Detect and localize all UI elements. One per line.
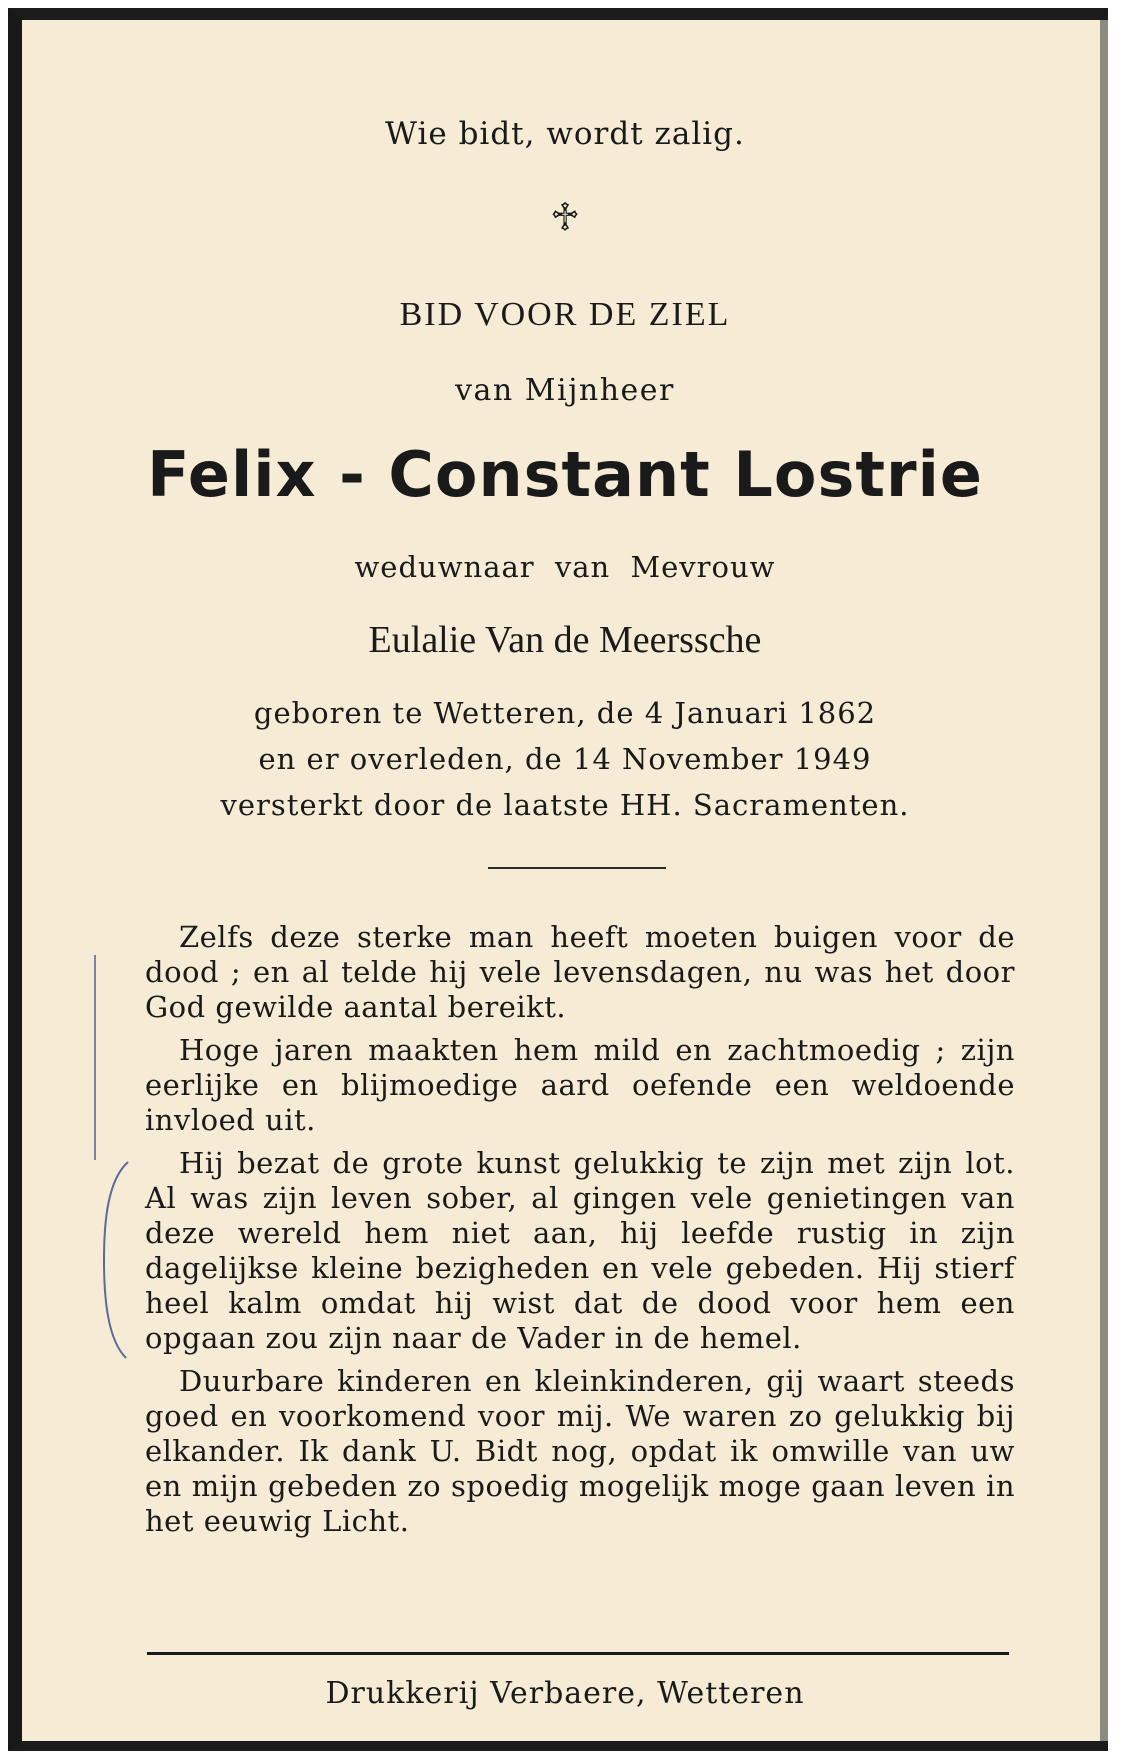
sacraments-line: versterkt door de laatste HH. Sacramenten.: [220, 788, 910, 822]
cross-icon: ♱: [549, 195, 581, 241]
memorial-card: [8, 8, 1108, 1751]
spouse-name: Eulalie Van de Meerssche: [368, 619, 762, 661]
widower-of: weduwnaar van Mevrouw: [354, 550, 776, 584]
death-line: en er overleden, de 14 November 1949: [258, 742, 872, 776]
birth-line: geboren te Wetteren, de 4 Januari 1862: [253, 696, 877, 730]
paragraph-4: Duurbare kinderen en kleinkinderen, gij waart steeds goed en voorkomend voor mij. We waren zo gelukkig bij elkander. Ik dank U. Bidt nog, opdat ik omwille van uw en mijn gebeden zo spoedig mogelijk moge gaan leven in het eeuwig Licht.: [145, 1364, 1015, 1538]
deceased-name: Felix - Constant Lostrie: [147, 438, 983, 511]
divider-long: [147, 1652, 1009, 1655]
torn-edge: [1100, 20, 1108, 1741]
printer-credit: Drukkerij Verbaere, Wetteren: [325, 1676, 805, 1711]
paragraph-2: Hoge jaren maakten hem mild en zachtmoedig ; zijn eerlijke en blijmoedige aard oefende een weldoende invloed uit.: [145, 1033, 1015, 1137]
paragraph-1: Zelfs deze sterke man heeft moeten buigen voor de dood ; en al telde hij vele levensdagen, nu was het door God gewilde aantal bereikt.: [145, 920, 1015, 1024]
pencil-mark: [94, 955, 96, 1160]
paragraph-3: Hij bezat de grote kunst gelukkig te zijn met zijn lot. Al was zijn leven sober, al gingen vele genietingen van deze wereld hem niet aan, hij leefde rustig in zijn dagelijkse kleine bezigheden en vele gebeden. Hij stierf heel kalm omdat hij wist dat de dood voor hem een opgaan zou zijn naar de Vader in de hemel.: [145, 1146, 1015, 1355]
of-mister: van Mijnheer: [455, 373, 675, 408]
motto: Wie bidt, wordt zalig.: [385, 116, 745, 152]
pencil-bracket: [100, 1160, 130, 1360]
body-text: [145, 920, 1015, 1547]
divider-short: [488, 867, 666, 869]
heading: BID VOOR DE ZIEL: [399, 296, 731, 333]
